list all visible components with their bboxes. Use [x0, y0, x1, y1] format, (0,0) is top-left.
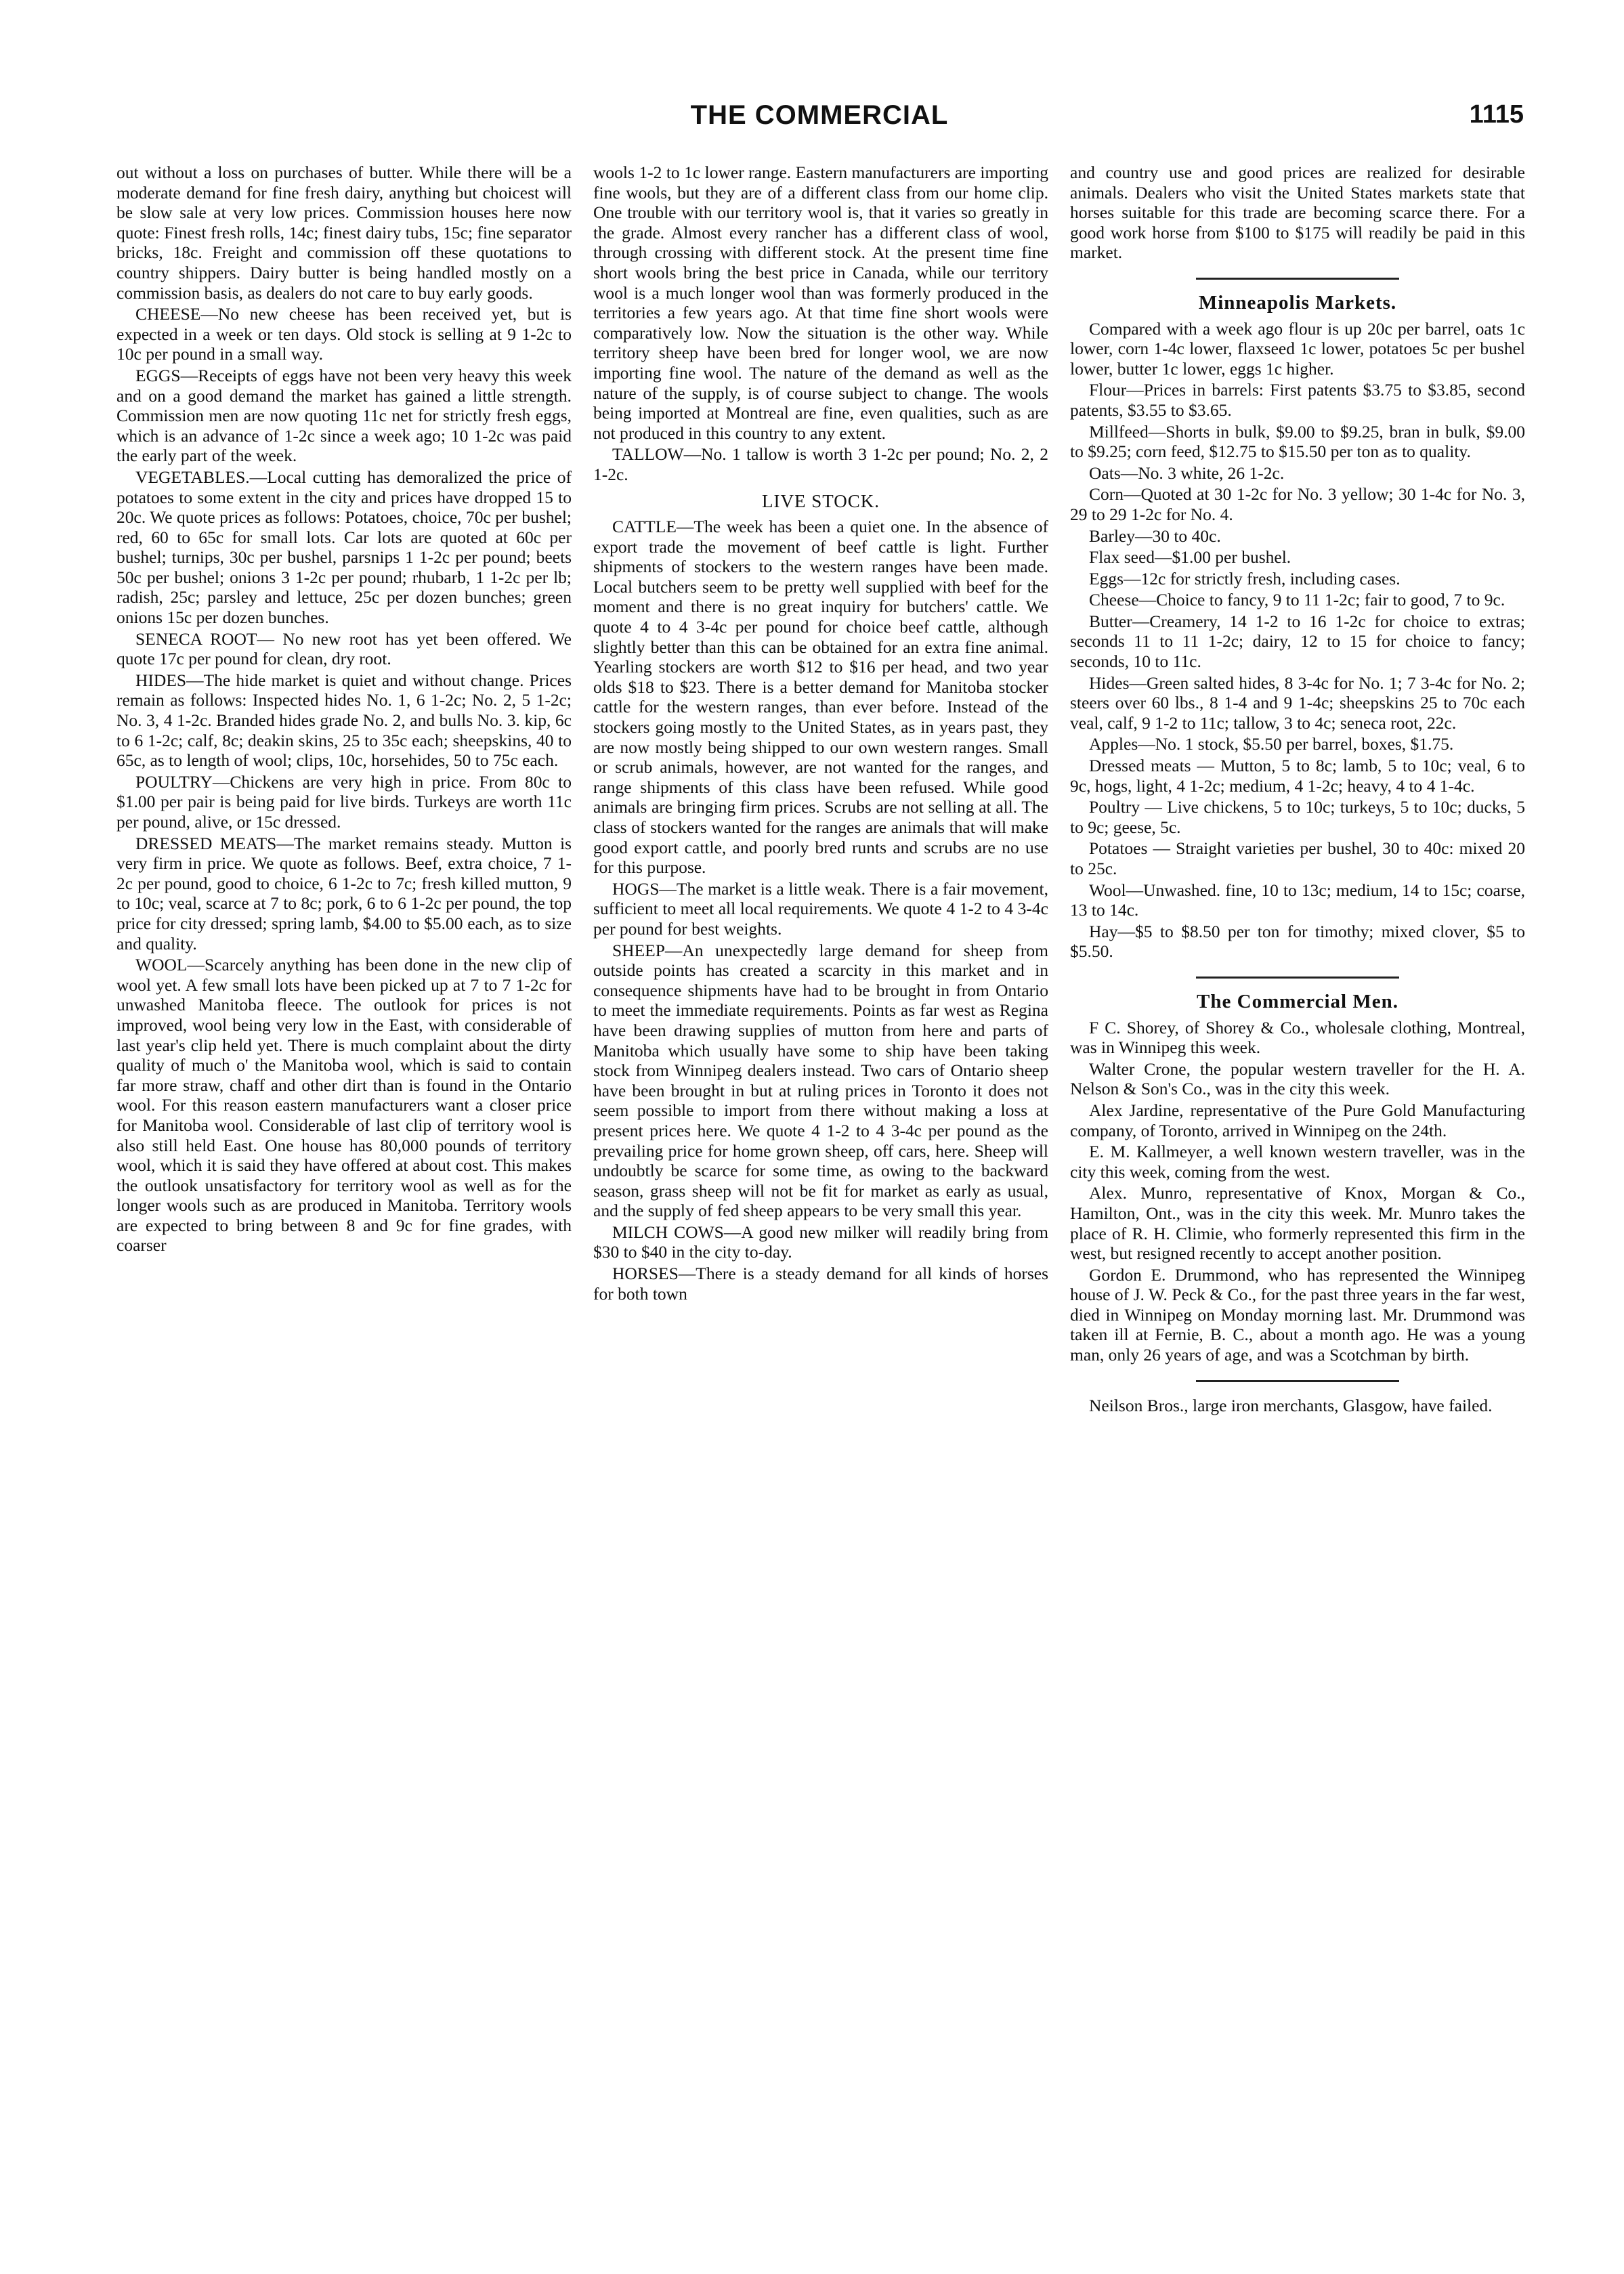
- article-paragraph: Potatoes — Straight varieties per bushel, 30 to 40c: mixed 20 to 25c.: [1070, 838, 1525, 878]
- section-heading: Minneapolis Markets.: [1198, 291, 1397, 314]
- column-3: [1070, 163, 1525, 2201]
- article-paragraph: Barley—30 to 40c.: [1089, 525, 1221, 546]
- article-paragraph: wools 1-2 to 1c lower range. Eastern manufacturers are importing fine wools, but they are of a different class from our home clip. One trouble with our territory wool is, that it varies so greatly in the grade. Almost every rancher has a different class of wool, through crossing with different stock. At the present time fine short wools bring the best price in Canada, while our territory wool is a much longer wool than was formerly produced in the territories a few years ago. At that time fine short wools were comparatively low. Now the situation is the other way. While territory sheep have been bred for longer wool, we are now importing fine wool. The nature of the demand as well as the nature of the supply, is of course subject to change. The wools being imported at Montreal are fine, even qualities, such as are not produced in this country to any extent.: [593, 163, 1048, 443]
- article-paragraph: Hay—$5 to $8.50 per ton for timothy; mixed clover, $5 to $5.50.: [1070, 921, 1525, 962]
- article-paragraph: HORSES—There is a steady demand for all kinds of horses for both town: [593, 1264, 1048, 1304]
- section-heading: LIVE STOCK.: [761, 490, 880, 511]
- article-paragraph: Flour—Prices in barrels: First patents $3.75 to $3.85, second patents, $3.55 to $3.65.: [1070, 380, 1525, 420]
- article-paragraph: POULTRY—Chickens are very high in price. From 80c to $1.00 per pair is being paid for live birds. Turkeys are worth 11c per pound, alive, or 15c dressed.: [116, 771, 572, 832]
- article-paragraph: Neilson Bros., large iron merchants, Glasgow, have failed.: [1089, 1395, 1493, 1415]
- article-paragraph: Eggs—12c for strictly fresh, including cases.: [1089, 568, 1401, 588]
- article-paragraph: VEGETABLES.—Local cutting has demoralized the price of potatoes to some extent in the city and prices have dropped 15 to 20c. We quote prices as follows: Potatoes, choice, 70c per bushel; red, 60 to 65c for small lots. Car lots are quoted at 60c per bushel; turnips, 30c per bushel, parsnips 1 1-2c per pound; beets 50c per bushel; onions 3 1-2c per pound; rhubarb, 1 1-2c per lb; radish, 25c; parsley and lettuce, 25c per dozen bunches; green onions 15c per dozen bunches.: [116, 467, 572, 628]
- article-paragraph: Millfeed—Shorts in bulk, $9.00 to $9.25, bran in bulk, $9.00 to $9.25; corn feed, $12.75 to $15.50 per ton as to quality.: [1070, 421, 1525, 462]
- column-1: [116, 163, 572, 2201]
- article-paragraph: HOGS—The market is a little weak. There is a fair movement, sufficient to meet all local requirements. We quote 4 1-2 to 4 3-4c per pound for best weights.: [593, 878, 1048, 939]
- article-paragraph: and country use and good prices are realized for desirable animals. Dealers who visit the United States markets state that horses suitable for this trade are becoming scarce there. For a good work horse from $100 to $175 will readily be paid in this market.: [1070, 163, 1525, 263]
- article-paragraph: Oats—No. 3 white, 26 1-2c.: [1089, 463, 1285, 483]
- page-header: [115, 100, 1524, 141]
- article-paragraph: Walter Crone, the popular western traveller for the H. A. Nelson & Son's Co., was in the city this week.: [1070, 1058, 1525, 1099]
- page-number: 1115: [1469, 100, 1524, 129]
- article-paragraph: Apples—No. 1 stock, $5.50 per barrel, boxes, $1.75.: [1089, 734, 1454, 754]
- article-paragraph: Butter—Creamery, 14 1-2 to 16 1-2c for choice to extras; seconds 11 to 11 1-2c; dairy, 12 to 15 for choice to fancy; seconds, 10 to 11c.: [1070, 611, 1525, 672]
- article-paragraph: Hides—Green salted hides, 8 3-4c for No. 1; 7 3-4c for No. 2; steers over 60 lbs., 8 1-4 and 9 1-4c; sheepskins 25 to 70c each veal, calf, 9 1-2 to 11c; tallow, 3 to 4c; seneca root, 22c.: [1070, 672, 1525, 733]
- article-paragraph: EGGS—Receipts of eggs have not been very heavy this week and on a good demand the market has gained a little strength. Commission men are now quoting 11c net for strictly fresh eggs, which is an advance of 1-2c since a week ago; 10 1-2c was paid the early part of the week.: [116, 365, 572, 466]
- article-paragraph: HIDES—The hide market is quiet and without change. Prices remain as follows: Inspected hides No. 1, 6 1-2c; No. 2, 5 1-2c; No. 3, 4 1-2c. Branded hides grade No. 2, and bulls No. 3. kip, 6c to 6 1-2c; calf, 8c; deakin skins, 25 to 35c each; sheepskins, 40 to 65c, as to length of wool; clips, 10c, horsehides, 50 to 75c each.: [116, 670, 572, 771]
- column-2: [593, 163, 1048, 2201]
- article-paragraph: Flax seed—$1.00 per bushel.: [1089, 547, 1291, 567]
- article-paragraph: DRESSED MEATS—The market remains steady. Mutton is very firm in price. We quote as follows. Beef, extra choice, 7 1-2c per pound, good to choice, 6 1-2c to 7c; fresh killed mutton, 9 to 10c; veal, scarce at 7 to 8c; pork, 6 to 6 1-2c per pound, the top price for city dressed; spring lamb, $4.00 to $5.00 each, as to size and quality.: [116, 833, 572, 953]
- article-paragraph: CATTLE—The week has been a quiet one. In the absence of export trade the movement of beef cattle is light. Further shipments of stockers to the western ranges have been made. Local butchers seem to be pretty well supplied with beef for the moment and there is no great inquiry for butchers' cattle. We quote 4 to 4 3-4c per pound for choice beef cattle, although slightly better than this can be obtained for an extra fine animal. Yearling stockers are worth $12 to $16 per head, and two year olds $18 to $23. There is a better demand for Manitoba stocker cattle for the western ranges, than ever before. Instead of the stockers going mostly to the United States, as in years past, they are now mostly being shipped to our own western ranges. Small or scrub animals, however, are not wanted for the ranges, and range shipments of this class have been refused. While good animals are bringing firm prices. Scrubs are not selling at all. The class of stockers wanted for the ranges are animals that will make good export cattle, and poorly bred runts and scrubs are no use for this purpose.: [593, 517, 1048, 878]
- article-paragraph: Gordon E. Drummond, who has represented the Winnipeg house of J. W. Peck & Co., for the past three years in the far west, died in Winnipeg on Monday morning last. Mr. Drummond was taken ill at Fernie, B. C., about a month ago. He was a young man, only 26 years of age, and was a Scotchman by birth.: [1070, 1264, 1525, 1365]
- article-paragraph: SHEEP—An unexpectedly large demand for sheep from outside points has created a scarcity in this market and in consequence shipments have had to be brought in from Ontario to meet the immediate requirements. Points as far west as Regina have been drawing supplies of mutton from here and parts of Manitoba which usually have some to ship have been taking stock from Winnipeg dealers instead. Two cars of Ontario sheep have been brought in but at ruling prices in Toronto it does not seem possible to import from there without making a loss at present prices here. We quote 4 1-2 to 4 3-4c per pound as the prevailing price for home grown sheep, off cars, here. Sheep will undoubtly be scarce for some time, as owing to the backward season, grass sheep will not be fit for market as early as usual, and the supply of fed sheep appears to be very small this year.: [593, 940, 1048, 1221]
- article-paragraph: E. M. Kallmeyer, a well known western traveller, was in the city this week, coming from the west.: [1070, 1142, 1525, 1182]
- article-paragraph: Wool—Unwashed. fine, 10 to 13c; medium, 14 to 15c; coarse, 13 to 14c.: [1070, 880, 1525, 920]
- section-divider: [1196, 1380, 1399, 1382]
- article-paragraph: Compared with a week ago flour is up 20c per barrel, oats 1c lower, corn 1-4c lower, flaxseed 1c lower, potatoes 5c per bushel lower, butter 1c lower, eggs 1c higher.: [1070, 318, 1525, 379]
- article-paragraph: F C. Shorey, of Shorey & Co., wholesale clothing, Montreal, was in Winnipeg this week.: [1070, 1017, 1525, 1058]
- article-paragraph: Corn—Quoted at 30 1-2c for No. 3 yellow; 30 1-4c for No. 3, 29 to 29 1-2c for No. 4.: [1070, 484, 1525, 524]
- section-divider: [1196, 977, 1399, 979]
- section-heading: The Commercial Men.: [1197, 990, 1398, 1012]
- article-paragraph: Dressed meats — Mutton, 5 to 8c; lamb, 5 to 10c; veal, 6 to 9c, hogs, light, 4 1-2c; medium, 4 1-2c; heavy, 4 to 4 1-4c.: [1070, 756, 1525, 796]
- article-paragraph: MILCH COWS—A good new milker will readily bring from $30 to $40 in the city to-day.: [593, 1222, 1048, 1262]
- article-paragraph: WOOL—Scarcely anything has been done in the new clip of wool yet. A few small lots have been picked up at 7 to 7 1-2c for unwashed Manitoba fleece. The outlook for prices is not improved, wool being very low in the East, with considerable of last year's clip held yet. There is much complaint about the dirty quality of much o' the Manitoba wool, which is said to contain far more straw, chaff and other dirt than is found in the Ontario wool. For this reason eastern manufacturers want a closer price for Manitoba wool. Considerable of last clip of territory wool is also still held East. One house has 80,000 pounds of territory wool, which it is said they have offered at about cost. This makes the outlook unsatisfactory for territory wool as well as for the longer wools such as are produced in Manitoba. Territory wools are expected to bring between 8 and 9c for fine grades, with coarser: [116, 955, 572, 1256]
- article-paragraph: out without a loss on purchases of butter. While there will be a moderate demand for fine fresh dairy, anything but choicest will be slow sale at very low prices. Commission houses here now quote: Finest fresh rolls, 14c; finest dairy tubs, 15c; fine separator bricks, 18c. Freight and commission off these quotations to country shippers. Dairy butter is being handled mostly on a commission basis, as dealers do not care to buy early goods.: [116, 163, 572, 303]
- article-paragraph: CHEESE—No new cheese has been received yet, but is expected in a week or ten days. Old stock is selling at 9 1-2c to 10c per pound in a small way.: [116, 304, 572, 364]
- article-paragraph: TALLOW—No. 1 tallow is worth 3 1-2c per pound; No. 2, 2 1-2c.: [593, 444, 1048, 484]
- publication-title: THE COMMERCIAL: [690, 100, 949, 130]
- article-paragraph: Poultry — Live chickens, 5 to 10c; turkeys, 5 to 10c; ducks, 5 to 9c; geese, 5c.: [1070, 797, 1525, 837]
- article-paragraph: Alex. Munro, representative of Knox, Morgan & Co., Hamilton, Ont., was in the city this week. Mr. Munro takes the place of R. H. Climie, who formerly represented this firm in the west, but resigned recently to accept another position.: [1070, 1183, 1525, 1264]
- article-paragraph: SENECA ROOT— No new root has yet been offered. We quote 17c per pound for clean, dry root.: [116, 628, 572, 669]
- article-paragraph: Alex Jardine, representative of the Pure Gold Manufacturing company, of Toronto, arrived in Winnipeg on the 24th.: [1070, 1100, 1525, 1140]
- article-paragraph: Cheese—Choice to fancy, 9 to 11 1-2c; fair to good, 7 to 9c.: [1089, 590, 1505, 610]
- section-divider: [1196, 278, 1399, 280]
